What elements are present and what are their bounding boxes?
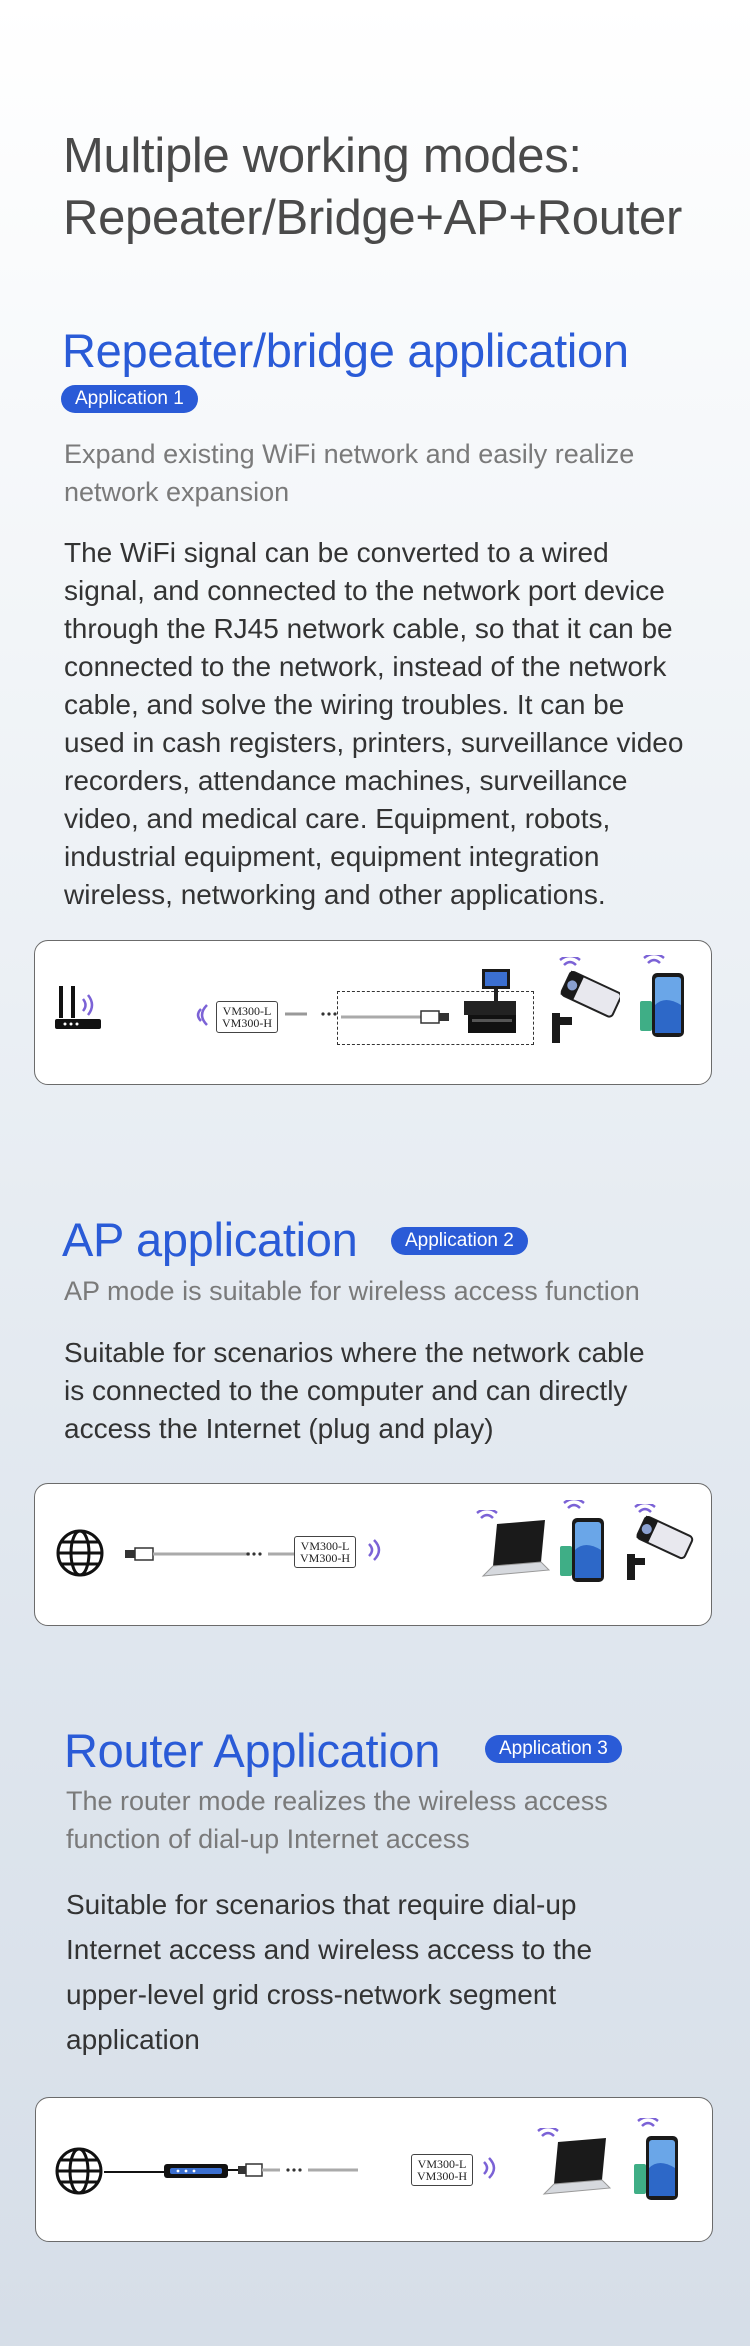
phone-icon — [560, 1500, 614, 1590]
subtitle-line: Expand existing WiFi network and easily realize — [64, 439, 635, 469]
cable-line — [104, 2169, 164, 2175]
body-line: through the RJ45 network cable, so that it can be — [64, 613, 673, 644]
modem-icon — [164, 2162, 228, 2182]
heading-line-1: Multiple working modes: — [63, 129, 582, 183]
section-3-title: Router Application — [64, 1724, 441, 1777]
wifi-icon — [189, 1003, 209, 1027]
cash-register-icon — [460, 967, 520, 1037]
section-3-subtitle — [66, 1782, 608, 1858]
section-3-body — [66, 1882, 592, 2062]
body-line: Suitable for scenarios that require dial-up — [66, 1889, 577, 1920]
device-label: VM300-L — [417, 2157, 467, 2171]
device-label: VM300-H — [222, 1016, 272, 1030]
body-line: industrial equipment, equipment integration — [64, 841, 600, 872]
section-3-badge: Application 3 — [485, 1735, 622, 1763]
camera-icon — [550, 957, 620, 1047]
body-line: recorders, attendance machines, surveillance — [64, 765, 628, 796]
body-line: application — [66, 2024, 200, 2055]
vm300-device — [216, 1001, 278, 1033]
section-1-title: Repeater/bridge application — [62, 324, 629, 377]
body-line: The WiFi signal can be converted to a wired — [64, 537, 609, 568]
vm300-device — [294, 1536, 356, 1568]
ethernet-plug-icon — [341, 1007, 451, 1027]
heading-line-2: Repeater/Bridge+AP+Router — [63, 191, 682, 245]
camera-icon — [625, 1504, 695, 1584]
body-line: used in cash registers, printers, surveillance video — [64, 727, 684, 758]
device-label: VM300-L — [300, 1539, 350, 1553]
body-line: signal, and connected to the network port device — [64, 575, 665, 606]
section-2-title: AP application — [62, 1213, 358, 1266]
diagram-card-2 — [34, 1483, 712, 1626]
wifi-icon — [480, 2156, 500, 2180]
body-line: is connected to the computer and can directly — [64, 1375, 628, 1406]
section-1-subtitle — [64, 435, 634, 511]
device-label: VM300-H — [417, 2169, 467, 2183]
body-line: video, and medical care. Equipment, robots, — [64, 803, 611, 834]
body-line: cable, and solve the wiring troubles. It can be — [64, 689, 625, 720]
laptop-icon — [475, 1510, 551, 1580]
diagram-card-3 — [35, 2097, 713, 2242]
body-line: Suitable for scenarios where the network cable — [64, 1337, 645, 1368]
section-2-badge: Application 2 — [391, 1227, 528, 1255]
section-1-badge: Application 1 — [61, 385, 198, 413]
globe-icon — [55, 1528, 105, 1578]
body-line: access the Internet (plug and play) — [64, 1413, 494, 1444]
wifi-icon — [365, 1538, 385, 1562]
subtitle-line: function of dial-up Internet access — [66, 1824, 470, 1854]
body-line: wireless, networking and other applications. — [64, 879, 606, 910]
globe-icon — [54, 2146, 104, 2196]
subtitle-line: network expansion — [64, 477, 290, 507]
body-line: Internet access and wireless access to the — [66, 1934, 593, 1965]
section-2-body — [64, 1334, 645, 1448]
body-line: connected to the network, instead of the network — [64, 651, 667, 682]
subtitle-line: AP mode is suitable for wireless access function — [64, 1276, 640, 1306]
body-line: upper-level grid cross-network segment — [66, 1979, 557, 2010]
router-icon — [55, 981, 115, 1041]
cable-line — [242, 1549, 302, 1559]
phone-icon — [634, 2118, 688, 2208]
diagram-card-1 — [34, 940, 712, 1085]
device-label: VM300-L — [222, 1004, 272, 1018]
vm300-device — [411, 2154, 473, 2186]
section-1-body — [64, 534, 683, 914]
page-heading — [63, 125, 682, 249]
phone-icon — [640, 955, 694, 1045]
device-label: VM300-H — [300, 1551, 350, 1565]
subtitle-line: The router mode realizes the wireless access — [66, 1786, 608, 1816]
ethernet-plug-icon — [228, 2160, 358, 2180]
laptop-icon — [536, 2128, 612, 2198]
ethernet-plug-icon — [125, 1544, 255, 1564]
section-2-subtitle — [64, 1272, 640, 1310]
